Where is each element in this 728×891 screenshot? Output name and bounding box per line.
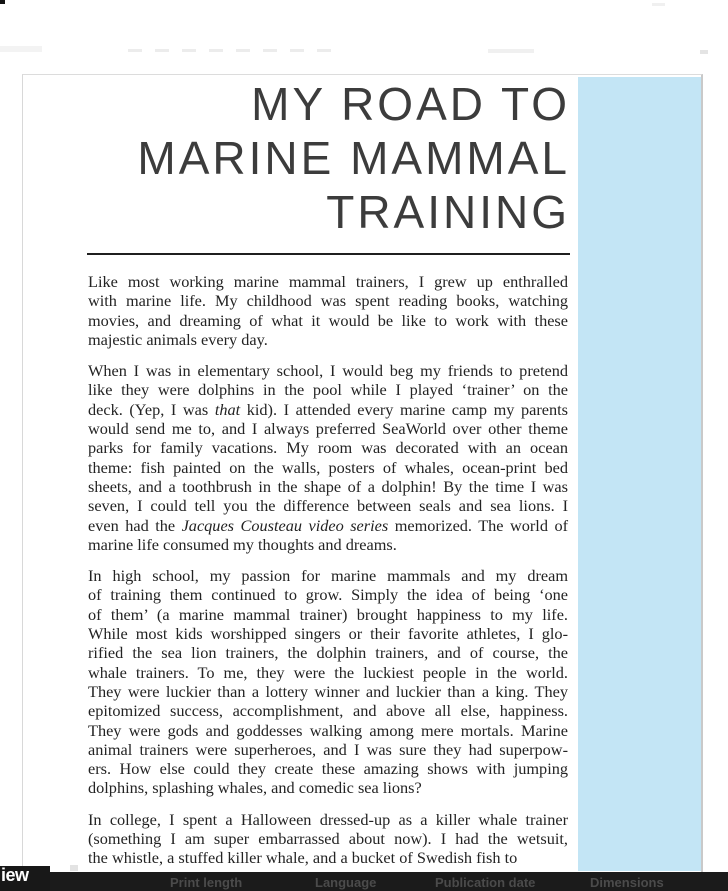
- text-line: They were gods and goddesses walking among mere mortals. Marine: [88, 720, 568, 740]
- chapter-title-line: TRAINING: [326, 186, 570, 238]
- text-line: epitomized success, accomplishment, and above all else, happiness.: [88, 701, 568, 721]
- paragraph: [88, 810, 568, 868]
- text-line: dolphins, splashing whales, and comedic sea lions?: [88, 778, 422, 798]
- faded-text-artifact: [0, 46, 42, 52]
- text-line: majestic animals every day.: [88, 329, 268, 349]
- chapter-title-line: MY ROAD TO: [251, 78, 570, 130]
- faded-text-artifact: [488, 49, 534, 53]
- paragraph: [88, 361, 568, 554]
- text-line: They were luckier than a lottery winner and luckier than a king. They: [88, 681, 568, 701]
- detail-label: Language: [315, 875, 377, 890]
- chapter-title-line: MARINE MAMMAL: [137, 132, 570, 184]
- text-line: whale trainers. To me, they were the luckiest people in the world.: [88, 662, 568, 682]
- text-line: rified the sea lion trainers, the dolphin trainers, and of course, the: [88, 643, 568, 663]
- paragraph: [88, 272, 568, 349]
- text-line: animal trainers were superheroes, and I was sure they had superpow-: [88, 739, 568, 759]
- text-line: (something I am super embarrassed about now). I had the wetsuit,: [88, 829, 568, 849]
- text-line: Like most working marine mammal trainers, I grew up enthralled: [88, 272, 568, 291]
- text-line: When I was in elementary school, I would beg my friends to pretend: [88, 361, 568, 381]
- text-line: deck. (Yep, I was that kid). I attended every marine camp my parents: [88, 399, 568, 419]
- text-line: seven, I could tell you the difference between seals and sea lions. I: [88, 496, 568, 516]
- detail-label: Print length: [170, 875, 243, 890]
- text-line: marine life consumed my thoughts and dreams.: [88, 534, 397, 554]
- text-line: ers. How else could they create these amazing shows with jumping: [88, 759, 568, 779]
- text-line: theme: fish painted on the walls, posters of whales, ocean-print bed: [88, 457, 568, 477]
- faded-text-artifact: [700, 50, 708, 54]
- book-preview-page: [22, 74, 703, 872]
- product-details-bar: [0, 872, 728, 891]
- text-line: While most kids worshipped singers or their favorite athletes, I glo-: [88, 624, 568, 644]
- chapter-title: [68, 77, 570, 239]
- text-line: of them’ (a marine mammal trainer) brought happiness to my life.: [88, 604, 568, 624]
- text-line: of training them continued to grow. Simply the idea of being ‘one: [88, 585, 568, 605]
- page-corner-artifact: [0, 0, 5, 4]
- text-line: even had the Jacques Cousteau video series memorized. The world of: [88, 515, 569, 535]
- text-line: like they were dolphins in the pool while I played ‘trainer’ on the: [88, 380, 568, 400]
- text-line: with marine life. My childhood was spent reading books, watching: [88, 291, 568, 311]
- text-line: In college, I spent a Halloween dressed-up as a killer whale trainer: [88, 809, 568, 829]
- page-margin-panel: [578, 77, 701, 871]
- detail-label: Dimensions: [590, 875, 664, 890]
- title-divider: [87, 253, 570, 255]
- text-line: In high school, my passion for marine mammals and my dream: [88, 566, 568, 586]
- faded-text-artifact: [128, 49, 333, 52]
- text-line: movies, and dreaming of what it would be like to work with these: [88, 310, 568, 330]
- detail-label: Publication date: [435, 875, 536, 890]
- text-line: would send me to, and I always preferred SeaWorld over other theme: [88, 419, 568, 439]
- bar-sliver-artifact: [70, 865, 78, 871]
- paragraph: [88, 566, 568, 798]
- text-line: the whistle, a stuffed killer whale, and a bucket of Swedish fish to: [88, 848, 518, 868]
- faded-text-artifact: [652, 3, 665, 6]
- body-text: [88, 272, 568, 880]
- text-line: sheets, and a toothbrush in the shape of a dolphin! By the time I was: [88, 476, 568, 496]
- clipped-preview-label[interactable]: iew: [0, 866, 50, 891]
- text-line: parks for family vacations. My room was decorated with an ocean: [88, 438, 568, 458]
